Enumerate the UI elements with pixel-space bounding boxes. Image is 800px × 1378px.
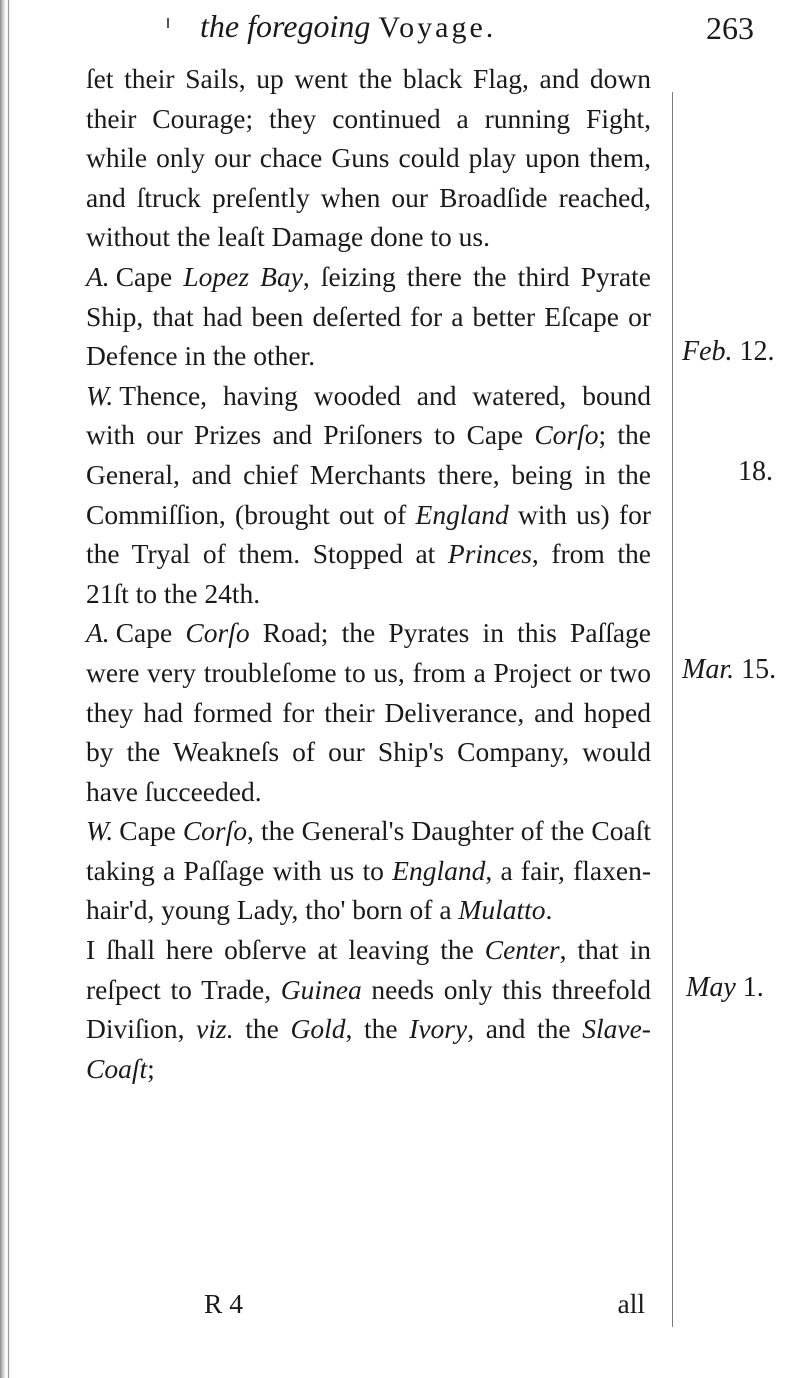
margin-date-may-1: May 1. — [686, 972, 764, 1003]
text-run: ; — [147, 1052, 155, 1084]
italic-phrase: England — [415, 498, 509, 530]
running-title-italic: the foregoing — [200, 8, 371, 44]
paragraph-lopez-bay — [86, 257, 651, 376]
paragraph-generals-daughter — [86, 811, 651, 930]
text-run: , and the — [467, 1013, 583, 1045]
running-title — [200, 8, 496, 45]
text-run: Cape — [119, 815, 183, 847]
text-run: Thence, having wooded and watered, bound with our Prizes and Priſoners to Cape — [86, 379, 651, 451]
text-run: , that in reſpect to Trade, — [86, 934, 651, 1005]
text-run: ; the General, and chief Merchants there, being in the Commiſſion, (brought out of — [86, 419, 651, 530]
italic-phrase: viz. — [196, 1013, 234, 1045]
italic-phrase: Corſo — [185, 617, 250, 649]
paragraph-lead-marker: A. — [86, 617, 110, 649]
text-run: , ſeizing there the third Pyrate Ship, that had been deſerted for a better Eſcape or Defence in the other. — [86, 260, 651, 372]
text-run: . — [545, 894, 553, 926]
italic-phrase: Corſo — [534, 419, 599, 451]
column-rule — [672, 92, 673, 1327]
running-head — [0, 8, 800, 54]
footer-line — [86, 1288, 651, 1328]
text-run: Cape — [115, 617, 186, 649]
text-run: Cape — [115, 260, 184, 292]
text-run: , a fair, flaxen-hair'd, young Lady, tho' born of a — [86, 854, 651, 926]
margin-date-feb-12: Feb. 12. — [682, 336, 775, 367]
text-run: , the General's Daughter of the Coaſt taking a Paſſage with us to — [86, 815, 651, 886]
binding-line — [8, 0, 9, 1378]
italic-phrase: Center — [484, 934, 560, 966]
italic-phrase: Lopez Bay — [183, 260, 303, 292]
italic-phrase: Corſo — [182, 815, 248, 847]
signature-mark: R 4 — [204, 1288, 243, 1319]
body-text — [86, 59, 651, 1088]
margin-date-mar-15: Mar. 15. — [682, 654, 777, 685]
italic-phrase: Mulatto — [458, 894, 546, 926]
italic-phrase: England — [392, 854, 486, 886]
paragraph-lead-marker: W. — [86, 379, 114, 411]
paragraph-lead-marker: W. — [86, 815, 114, 847]
paragraph-corso-road — [86, 613, 651, 811]
catchword: all — [617, 1288, 645, 1319]
margin-date-18: 18. — [738, 456, 773, 487]
italic-phrase: Ivory — [409, 1013, 468, 1045]
text-run: with us) for the Tryal of them. Stopped at — [86, 498, 651, 570]
paragraph-wooded-watered — [86, 376, 651, 614]
text-run: , from the 21ſt to the 24th. — [86, 538, 651, 609]
paragraph-opening: ſet their Sails, up went the black Flag, and down their Courage; they continued a running Fight, while only our chace Guns could play upon them, and ſtruck preſently when our Broadſide reached, without the leaſt Damage done to us. — [86, 63, 651, 253]
italic-phrase: Slave-Coaſt — [86, 1013, 651, 1084]
printer-mark — [167, 18, 169, 28]
binding-edge — [0, 0, 14, 1378]
text-run: Road; the Pyrates in this Paſſage were very troubleſome to us, from a Project or two they had formed for their Deliverance, and hoped by the Weakneſs of our Ship's Company, would have ſucceeded. — [86, 617, 651, 807]
text-run: I ſhall here obſerve at leaving the — [86, 934, 485, 966]
paragraph-lead-marker: A. — [86, 260, 110, 292]
running-title-caps: Voyage. — [378, 11, 497, 44]
text-run: the — [233, 1013, 291, 1045]
text-run: , the — [345, 1013, 410, 1045]
text-run: needs only this threefold Diviſion, — [86, 973, 651, 1045]
italic-phrase: Guinea — [280, 973, 362, 1005]
page-number: 263 — [706, 10, 754, 46]
italic-phrase: Gold — [290, 1013, 346, 1045]
italic-phrase: Princes — [447, 538, 532, 570]
paragraph-threefold-division — [86, 930, 651, 1088]
